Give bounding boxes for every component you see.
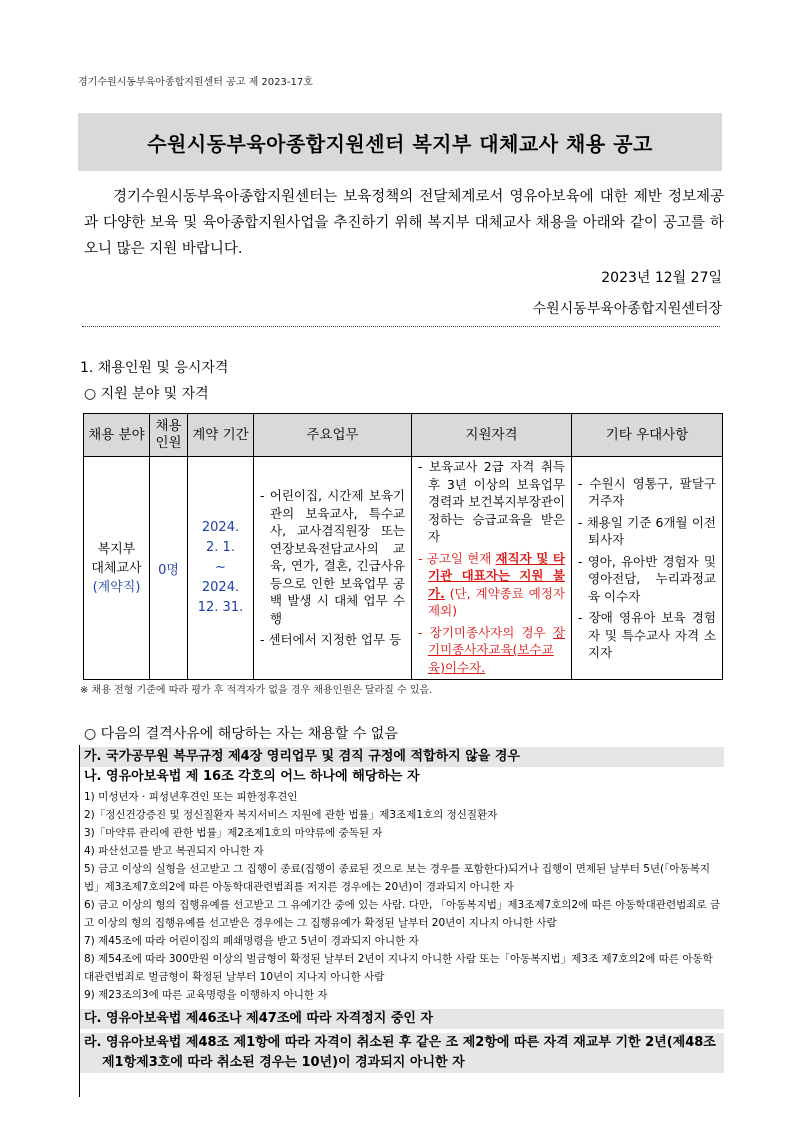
cell-qualification: [412, 457, 572, 680]
list-item: 1) 미성년자 · 피성년후견인 또는 피한정후견인: [84, 791, 298, 803]
list-item: 5) 금고 이상의 실형을 선고받고 그 집행이 종료(집행이 종료된 것으로 보는 경우를 포함한다)되거나 집행이 면제된 날부터 5년(「아동복지법」제3조제7호의2에 따른 아동학대관련범죄를 저지른 경우에는 20년)이 경과되지 아니한 자: [84, 863, 710, 893]
section-1-subtitle: ○ 지원 분야 및 자격: [84, 386, 209, 402]
header-period: 계약 기간: [188, 414, 254, 457]
intro-paragraph: 경기수원시동부육아종합지원센터는 보육정책의 전달체계로서 영유아보육에 대한 제반 정보제공과 다양한 보육 및 육아종합지원사업을 추진하기 위해 복지부 대체교사 채용을 아래와 같이 공고를 하오니 많은 지원 바랍니다.: [84, 189, 724, 257]
qual-item-3: [418, 624, 565, 677]
qual-2-suffix: (단, 계약종료 예정자 제외): [428, 585, 565, 618]
section-1-title: 1. 채용인원 및 응시자격: [80, 360, 229, 376]
header-count: 채용 인원: [150, 414, 188, 457]
field-line-2: 대체교사: [91, 560, 142, 576]
list-item: 4) 파산선고를 받고 복권되지 아니한 자: [84, 845, 264, 857]
preference-item: - 영아, 유아반 경험자 및 영아전담, 누리과정교육 이수자: [578, 553, 716, 604]
cell-count: 0명: [150, 457, 188, 680]
qual-2-emphasis: 재직자 및 타기관 대표자는 지원 불가.: [428, 550, 565, 601]
header-preference: 기타 우대사항: [572, 414, 723, 457]
table-header-row: [84, 414, 723, 457]
preference-item: - 장애 영유아 보육 경험자 및 특수교사 자격 소지자: [578, 610, 716, 660]
period-start: 2024. 2. 1.: [201, 520, 240, 555]
qual-3-emphasis: 장기미종사자교육(보수교육)이수자.: [428, 624, 565, 675]
table-footnote: ※ 채용 전형 기준에 따라 평가 후 적격자가 없을 경우 채용인원은 달라질 수 있음.: [80, 685, 433, 696]
page-title: 수원시동부육아종합지원센터 복지부 대체교사 채용 공고: [147, 131, 653, 156]
list-item: 7) 제45조에 따라 어린이집의 폐쇄명령을 받고 5년이 경과되지 아니한 자: [84, 935, 419, 947]
preference-item: - 채용일 기준 6개월 이전 퇴사자: [578, 514, 716, 547]
cell-duties: [254, 457, 412, 680]
preference-item: - 수원시 영통구, 팔달구 거주자: [578, 475, 716, 508]
recruitment-table: [83, 413, 723, 680]
field-line-3: (계약직): [92, 579, 141, 595]
field-line-1: 복지부: [97, 541, 136, 557]
qual-item-1: - 보육교사 2급 자격 취득 후 3년 이상의 보육업무 경력과 보건복지부장관이 정하는 승급교육을 받은 자: [418, 459, 565, 544]
title-banner: [78, 113, 722, 171]
disq-items: [80, 788, 724, 1004]
list-item: 3)「마약류 관리에 관한 법률」제2조제1호의 마약류에 중독된 자: [84, 827, 383, 839]
header-field: 채용 분야: [84, 414, 150, 457]
duty-item: - 센터에서 지정한 업무 등: [260, 632, 402, 648]
disq-ra: 라. 영유아보육법 제48조 제1항에 따라 자격이 취소된 후 같은 조 제2항에 따른 자격 재교부 기한 2년(제48조 제1항제3호에 따라 취소된 경우는 10년)이 경과되지 아니한 자: [80, 1033, 724, 1073]
disq-na: 나. 영유아보육법 제 16조 각호의 어느 하나에 해당하는 자: [84, 769, 420, 784]
cell-field: [84, 457, 150, 680]
period-tilde: ~: [215, 560, 226, 575]
header-duties: 주요업무: [254, 414, 412, 457]
dotted-divider: [82, 326, 720, 327]
list-item: 2)「정신건강증진 및 정신질환자 복지서비스 지원에 관한 법률」제3조제1호의 정신질환자: [84, 809, 498, 821]
qual-3-prefix: - 장기미종사자의 경우: [418, 624, 553, 640]
notice-number: 경기수원시동부육아종합지원센터 공고 제 2023-17호: [78, 77, 313, 88]
list-item: 9) 제23조의3에 따른 교육명령을 이행하지 아니한 자: [84, 989, 328, 1001]
period-end: 2024. 12. 31.: [197, 580, 244, 615]
notice-date: 2023년 12월 27일: [601, 270, 722, 286]
cell-preference: [572, 457, 723, 680]
qual-item-2: [418, 550, 565, 620]
cell-period: [188, 457, 254, 680]
list-item: 8) 제54조에 따라 300만원 이상의 벌금형이 확정된 날부터 2년이 지나지 아니한 사람 또는「아동복지법」제3조 제7호의2에 따른 아동학대관련범죄로 벌금형이 확정된 날부터 10년이 지나지 아니한 사람: [84, 953, 713, 983]
qual-2-prefix: - 공고일 현재: [418, 550, 496, 566]
disq-da: 다. 영유아보육법 제46조나 제47조에 따라 자격정지 중인 자: [80, 1009, 724, 1029]
duty-item: - 어린이집, 시간제 보육기관의 보육교사, 특수교사, 교사겸직원장 또는 연장보육전담교사의 교육, 연가, 결혼, 긴급사유 등으로 인한 보육업무 공백 발생 시 대체 업무 수행: [260, 488, 405, 626]
section-2-subtitle: ○ 다음의 결격사유에 해당하는 자는 채용할 수 없음: [84, 726, 398, 742]
disqualification-box: [79, 745, 724, 1097]
list-item: 6) 금고 이상의 형의 집행유예를 선고받고 그 유예기간 중에 있는 사람. 다만, 「아동복지법」제3조제7호의2에 따른 아동학대관련범죄로 금고 이상의 형의 집행유예를 선고받은 경우에는 그 집행유예가 확정된 날부터 20년이 지나지 아니한 사람: [84, 899, 720, 929]
header-qualification: 지원자격: [412, 414, 572, 457]
disq-ga: 가. 국가공무원 복무규정 제4장 영리업무 및 겸직 규정에 적합하지 않을 경우: [80, 747, 724, 767]
issuer-name: 수원시동부육아종합지원센터장: [532, 301, 722, 317]
table-row: [84, 457, 723, 680]
